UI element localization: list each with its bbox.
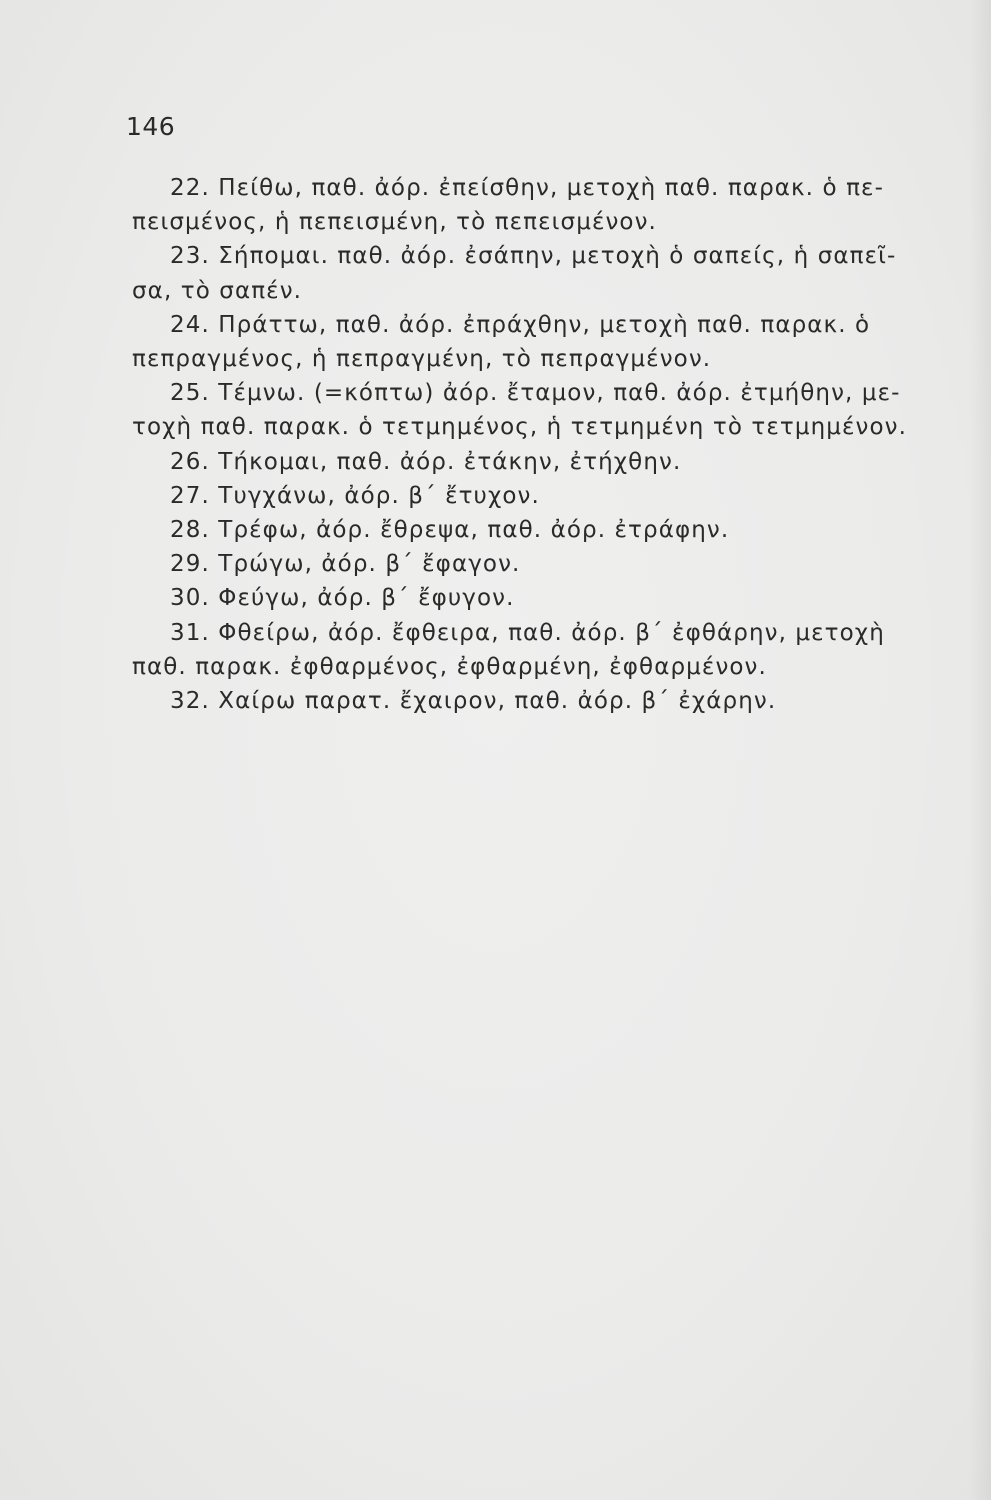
entry-line: πεπραγμένος, ἡ πεπραγμένη, τὸ πεπραγμένον. xyxy=(132,346,712,373)
entry-31 xyxy=(132,616,938,684)
entry-line: 24. Πράττω, παθ. ἀόρ. ἐπράχθην, μετοχὴ παθ. παρακ. ὁ xyxy=(170,311,871,338)
entries-list xyxy=(132,171,938,718)
entry-line: πεισμένος, ἡ πεπεισμένη, τὸ πεπεισμένον. xyxy=(132,209,657,236)
entry-line: 26. Τήκομαι, παθ. ἀόρ. ἐτάκην, ἐτήχθην. xyxy=(170,448,682,475)
entry-30 xyxy=(132,581,938,615)
entry-27 xyxy=(132,479,938,513)
entry-24 xyxy=(132,308,938,376)
entry-22 xyxy=(132,171,938,239)
entry-23 xyxy=(132,239,938,307)
entry-32 xyxy=(132,684,938,718)
entry-line: 31. Φθείρω, ἀόρ. ἔφθειρα, παθ. ἀόρ. β΄ ἐφθάρην, μετοχὴ xyxy=(170,619,885,646)
entry-line: 32. Χαίρω παρατ. ἔχαιρον, παθ. ἀόρ. β΄ ἐχάρην. xyxy=(170,688,777,715)
entry-line: 29. Τρώγω, ἀόρ. β΄ ἔφαγον. xyxy=(170,551,521,578)
entry-line: 25. Τέμνω. (=κόπτω) ἀόρ. ἔταμον, παθ. ἀόρ. ἐτμήθην, με- xyxy=(170,380,901,407)
entry-line: 22. Πείθω, παθ. ἀόρ. ἐπείσθην, μετοχὴ παθ. παρακ. ὁ πε- xyxy=(170,175,884,201)
entry-line: 30. Φεύγω, ἀόρ. β΄ ἔφυγον. xyxy=(170,585,515,612)
entry-26 xyxy=(132,445,938,479)
entry-29 xyxy=(132,547,938,581)
entry-line: 27. Τυγχάνω, ἀόρ. β΄ ἔτυχον. xyxy=(170,482,540,509)
entry-line: σα, τὸ σαπέν. xyxy=(132,277,303,304)
page-number: 146 xyxy=(126,112,176,141)
entry-25 xyxy=(132,376,938,444)
entry-line: 23. Σήπομαι. παθ. ἀόρ. ἐσάπην, μετοχὴ ὁ σαπείς, ἡ σαπεῖ- xyxy=(170,243,897,270)
entry-28 xyxy=(132,513,938,547)
entry-line: τοχὴ παθ. παρακ. ὁ τετμημένος, ἡ τετμημένη τὸ τετμημένον. xyxy=(132,414,908,441)
entry-line: 28. Τρέφω, ἀόρ. ἔθρεψα, παθ. ἀόρ. ἐτράφην. xyxy=(170,517,730,544)
page-edge-shadow xyxy=(969,0,991,1500)
entry-line: παθ. παρακ. ἐφθαρμένος, ἐφθαρμένη, ἐφθαρμένον. xyxy=(132,653,767,680)
